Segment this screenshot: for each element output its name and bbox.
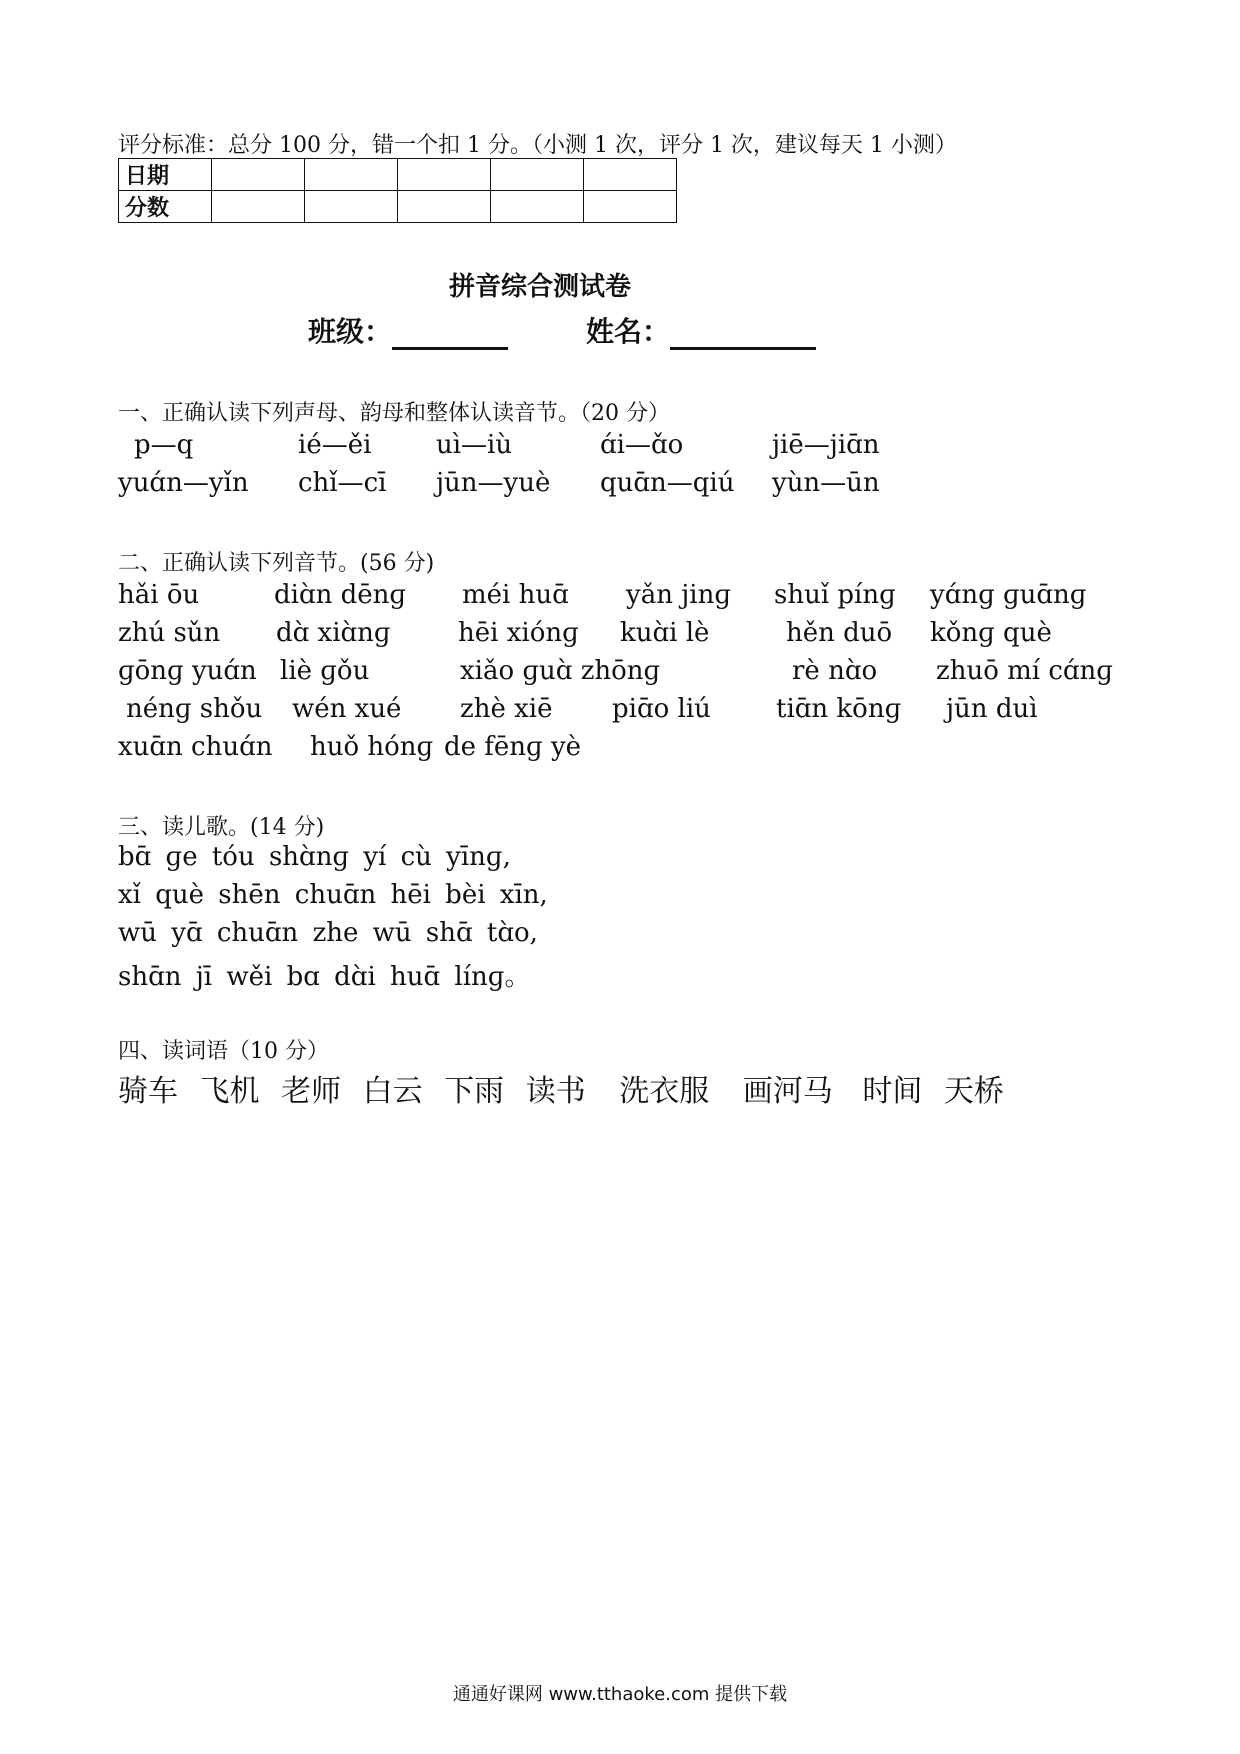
syllable-word: kǒnɡ què [930,618,1052,648]
scoring-criteria: 评分标准：总分 100 分，错一个扣 1 分。（小测 1 次，评分 1 次，建议每天 1 小测） [118,133,957,158]
syllable-word: hēi xiónɡ [458,618,579,648]
table-row [119,159,677,191]
syllable-word: dɑ̀ xiɑ̀nɡ [276,618,391,648]
score-table [118,158,677,223]
syllable-word: huǒ hónɡ [310,732,434,762]
poem-line: bɑ̄ ɡe tóu shɑ̀nɡ yí cù yīnɡ, [118,842,511,872]
poem-line: shɑ̄n jī wěi bɑ dɑ̀i huɑ̄ línɡ。 [118,962,531,992]
date-cell[interactable] [398,159,491,191]
syllable-pair: chǐ—cī [298,468,387,498]
syllable-word: wén xué [292,694,402,724]
syllable-word: jūn duì [946,694,1038,724]
syllable-word: piɑ̄o liú [612,694,711,724]
section3-heading: 三、读儿歌。(14 分) [118,815,325,840]
syllable-word: méi huɑ̄ [462,580,569,610]
date-cell[interactable] [212,159,305,191]
syllable-pair: jiē—jiɑ̄n [772,430,880,460]
word-item: 骑车 [118,1074,178,1109]
word-item: 白云 [362,1074,423,1109]
syllable-word: xuɑ̄n chuɑ́n [118,732,273,762]
word-item: 天桥 [943,1074,1004,1109]
word-item: 时间 [862,1074,923,1109]
word-item: 洗衣服 [619,1074,710,1109]
syllable-word: zhuō mí cɑ́nɡ [936,656,1113,686]
class-label: 班级： [308,315,393,348]
poem-line: xǐ què shēn chuɑ̄n hēi bèi xīn, [118,880,548,910]
word-list [118,1066,1016,1110]
syllable-word: xiǎo ɡuɑ̀ zhōnɡ [460,656,661,686]
word-item: 老师 [281,1074,342,1109]
table-row [119,191,677,223]
syllable-pair: ié—ěi [298,430,372,460]
syllable-pair: ɑ́i—ɑ̌o [600,430,684,460]
section4-heading: 四、读词语（10 分） [118,1039,329,1064]
syllable-word: kuɑ̀i lè [620,618,710,648]
date-cell[interactable] [305,159,398,191]
syllable-word: zhú sǔn [118,618,221,648]
syllable-word: yǎn jinɡ [626,580,731,610]
syllable-word: diɑ̀n dēnɡ [274,580,407,610]
syllable-word: tiɑ̄n kōnɡ [776,694,902,724]
word-item: 读书 [525,1074,586,1109]
syllable-pair: quɑ̄n—qiú [600,468,735,498]
class-blank[interactable] [392,317,508,350]
footer-credit: 通通好课网 www.tthaoke.com 提供下载 [452,1684,788,1705]
name-field [586,310,816,350]
syllable-pair: p—q [134,430,194,460]
syllable-pair: yùn—ūn [772,468,880,498]
syllable-word: hěn duō [786,618,893,648]
syllable-word: liè ɡǒu [280,656,370,686]
page-title: 拼音综合测试卷 [448,272,631,302]
syllable-word: ɡōnɡ yuɑ́n [118,656,257,686]
syllable-word: shuǐ pínɡ [774,580,896,610]
score-cell[interactable] [491,191,584,223]
poem-line: wū yɑ̄ chuɑ̄n zhe wū shɑ̄ tɑ̀o, [118,918,538,948]
syllable-word: zhè xiē [460,694,553,724]
section2-heading: 二、正确认读下列音节。(56 分) [118,551,435,576]
name-label: 姓名： [586,315,671,348]
score-label: 分数 [119,191,212,223]
syllable-word: hǎi ōu [118,580,200,610]
word-item: 飞机 [199,1074,260,1109]
class-field [308,310,508,350]
score-cell[interactable] [305,191,398,223]
score-cell[interactable] [584,191,677,223]
syllable-word: rè nɑ̀o [792,656,878,686]
syllable-pair: jūn—yuè [436,468,551,498]
name-blank[interactable] [670,317,816,350]
date-cell[interactable] [584,159,677,191]
word-item: 下雨 [444,1074,505,1109]
syllable-word: yɑ́nɡ ɡuɑ̄nɡ [930,580,1087,610]
date-label: 日期 [119,159,212,191]
date-cell[interactable] [491,159,584,191]
syllable-word: de fēnɡ yè [444,732,582,762]
syllable-pair: yuɑ́n—yǐn [118,468,249,498]
syllable-word: nénɡ shǒu [126,694,263,724]
syllable-pair: uì—iù [436,430,513,460]
score-cell[interactable] [398,191,491,223]
word-item: 画河马 [742,1074,833,1109]
section1-heading: 一、正确认读下列声母、韵母和整体认读音节。（20 分） [118,401,670,426]
score-cell[interactable] [212,191,305,223]
